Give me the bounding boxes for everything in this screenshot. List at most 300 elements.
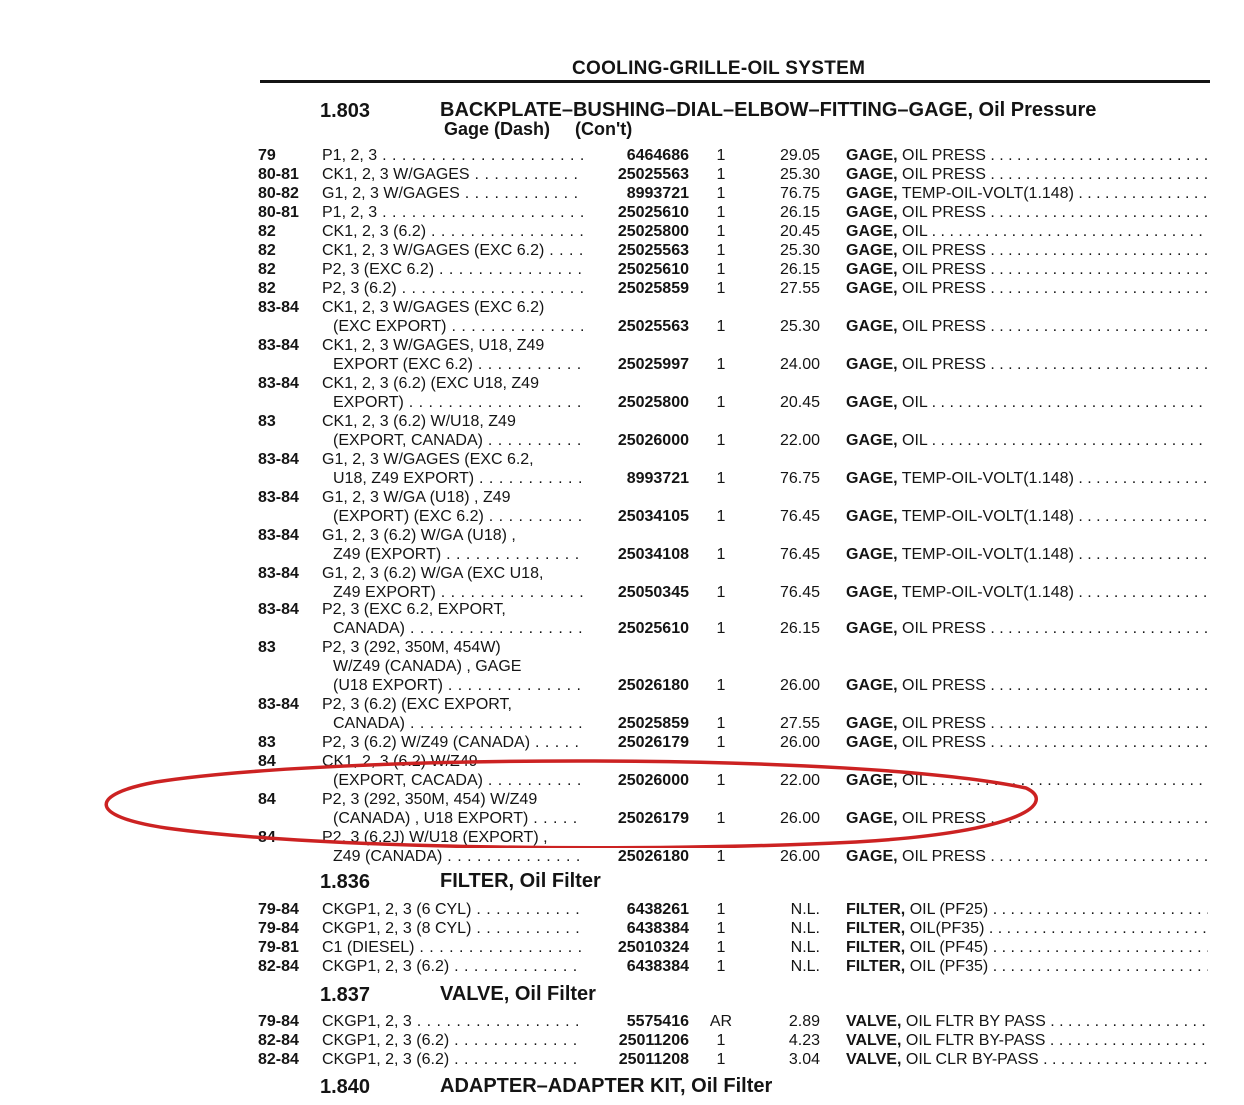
part-name-category: GAGE, — [846, 223, 898, 240]
part-number: 25025610 — [617, 204, 689, 221]
quantity: 1 — [716, 185, 726, 202]
part-number: 25025563 — [617, 166, 689, 183]
model-year: 83-84 — [258, 489, 299, 506]
price: 76.75 — [779, 470, 820, 487]
quantity: 1 — [716, 147, 726, 164]
part-name-text: OIL PRESS — [902, 356, 986, 373]
item-description — [322, 733, 584, 752]
leader-dots — [483, 432, 584, 449]
item-description-text: CKGP1, 2, 3 (6 CYL) — [322, 901, 472, 918]
quantity: 1 — [716, 584, 726, 601]
part-number: 25025997 — [617, 356, 689, 373]
model-year: 82 — [258, 261, 276, 278]
leader-dots — [449, 1032, 584, 1049]
model-year: 80-81 — [258, 204, 299, 221]
leader-dots — [449, 958, 584, 975]
leader-dots — [1074, 546, 1208, 563]
list-item — [0, 657, 1244, 676]
price: 27.55 — [779, 715, 820, 732]
item-description — [333, 676, 584, 695]
leader-dots — [986, 677, 1208, 694]
leader-dots — [544, 242, 584, 259]
leader-dots — [441, 546, 584, 563]
price: 25.30 — [779, 166, 820, 183]
part-name — [846, 900, 1208, 919]
part-name-text: OIL(PF35) — [909, 920, 985, 937]
part-name — [846, 260, 1208, 279]
list-item — [0, 600, 1244, 619]
leader-dots — [414, 939, 584, 956]
model-year: 82 — [258, 223, 276, 240]
item-description — [322, 526, 516, 545]
part-name — [846, 165, 1208, 184]
quantity: 1 — [716, 394, 726, 411]
leader-dots — [530, 734, 584, 751]
quantity: 1 — [716, 166, 726, 183]
list-item — [0, 203, 1244, 222]
part-name — [846, 619, 1208, 638]
quantity: 1 — [716, 901, 726, 918]
item-description-text: (CANADA) , U18 EXPORT) — [333, 810, 529, 827]
item-description-text: P2, 3 (292, 350M, 454W) — [322, 639, 501, 656]
model-year: 82-84 — [258, 1051, 299, 1068]
part-number: 25026000 — [617, 772, 689, 789]
model-year: 79-81 — [258, 939, 299, 956]
part-name — [846, 733, 1208, 752]
part-number: 25026180 — [617, 848, 689, 865]
part-name — [846, 938, 1208, 957]
part-name-category: GAGE, — [846, 848, 898, 865]
item-description — [322, 184, 584, 203]
model-year: 80-82 — [258, 185, 299, 202]
leader-dots — [988, 901, 1208, 918]
model-year: 83-84 — [258, 527, 299, 544]
list-item — [0, 393, 1244, 412]
leader-dots — [988, 958, 1208, 975]
leader-dots — [460, 185, 584, 202]
list-item — [0, 241, 1244, 260]
item-description — [333, 469, 584, 488]
part-number: 25050345 — [617, 584, 689, 601]
quantity: 1 — [716, 432, 726, 449]
part-name-category: GAGE, — [846, 677, 898, 694]
price: 26.15 — [779, 261, 820, 278]
leader-dots — [443, 677, 584, 694]
item-description — [322, 1012, 584, 1031]
quantity: 1 — [716, 810, 726, 827]
price: 29.05 — [779, 147, 820, 164]
part-name — [846, 545, 1208, 564]
leader-dots — [927, 432, 1208, 449]
item-description — [333, 431, 584, 450]
section-number: 1.803 — [320, 100, 371, 122]
leader-dots — [484, 508, 584, 525]
part-name — [846, 1012, 1208, 1031]
part-name-text: OIL FLTR BY-PASS — [905, 1032, 1046, 1049]
price: N.L. — [790, 901, 820, 918]
item-description — [333, 545, 584, 564]
quantity: 1 — [716, 242, 726, 259]
item-description — [333, 393, 584, 412]
item-description-text: P2, 3 (EXC 6.2, EXPORT, — [322, 601, 506, 618]
price: 26.00 — [779, 848, 820, 865]
item-description-text: U18, Z49 EXPORT) — [333, 470, 475, 487]
list-item — [0, 564, 1244, 583]
list-item — [0, 450, 1244, 469]
list-item — [0, 165, 1244, 184]
list-item — [0, 355, 1244, 374]
part-number: 25011206 — [618, 1032, 689, 1049]
item-description-text: P2, 3 (292, 350M, 454) W/Z49 — [322, 791, 538, 808]
part-name-category: GAGE, — [846, 147, 898, 164]
quantity: 1 — [716, 356, 726, 373]
part-name — [846, 317, 1208, 336]
leader-dots — [986, 356, 1208, 373]
part-number: 8993721 — [626, 185, 689, 202]
part-name-category: GAGE, — [846, 620, 898, 637]
part-name — [846, 847, 1208, 866]
part-name-text: OIL — [902, 223, 928, 240]
part-name-text: TEMP-OIL-VOLT(1.148) — [901, 470, 1074, 487]
part-name-category: GAGE, — [846, 318, 898, 335]
leader-dots — [405, 715, 584, 732]
quantity: 1 — [716, 470, 726, 487]
part-name-category: GAGE, — [846, 470, 898, 487]
item-description — [333, 507, 584, 526]
model-year: 82-84 — [258, 1032, 299, 1049]
section-number: 1.840 — [320, 1076, 371, 1098]
leader-dots — [986, 848, 1208, 865]
model-year: 83 — [258, 734, 276, 751]
part-number: 25025800 — [617, 223, 689, 240]
leader-dots — [986, 242, 1208, 259]
item-description-text: CK1, 2, 3 (6.2) W/Z49 — [322, 753, 478, 770]
leader-dots — [927, 223, 1208, 240]
item-description-text: G1, 2, 3 W/GAGES — [322, 185, 460, 202]
part-name — [846, 222, 1208, 241]
price: 22.00 — [779, 772, 820, 789]
item-description — [322, 279, 584, 298]
leader-dots — [436, 584, 584, 601]
item-description-text: EXPORT (EXC 6.2) — [333, 356, 473, 373]
item-description-text: CK1, 2, 3 W/GAGES, U18, Z49 — [322, 337, 545, 354]
item-description-text: G1, 2, 3 W/GA (U18) , Z49 — [322, 489, 511, 506]
part-number: 25026000 — [617, 432, 689, 449]
part-name-category: GAGE, — [846, 715, 898, 732]
part-name — [846, 431, 1208, 450]
part-name — [846, 919, 1208, 938]
part-name-text: OIL PRESS — [902, 677, 986, 694]
list-item — [0, 184, 1244, 203]
item-description-text: (EXPORT) (EXC 6.2) — [333, 508, 484, 525]
item-description — [333, 657, 521, 676]
part-number: 25025563 — [617, 318, 689, 335]
leader-dots — [377, 204, 584, 221]
model-year: 80-81 — [258, 166, 299, 183]
quantity: 1 — [716, 958, 726, 975]
part-number: 25025800 — [617, 394, 689, 411]
item-description-text: Z49 (EXPORT) — [333, 546, 442, 563]
price: 76.45 — [779, 584, 820, 601]
list-item — [0, 695, 1244, 714]
part-name — [846, 355, 1208, 374]
list-item — [0, 1050, 1244, 1069]
page-header: COOLING-GRILLE-OIL SYSTEM — [572, 58, 866, 79]
price: 24.00 — [779, 356, 820, 373]
item-description-text: EXPORT) — [333, 394, 404, 411]
model-year: 83-84 — [258, 451, 299, 468]
item-description — [322, 450, 534, 469]
price: 76.45 — [779, 546, 820, 563]
model-year: 79-84 — [258, 1013, 299, 1030]
leader-dots — [1074, 584, 1208, 601]
part-name-category: GAGE, — [846, 508, 898, 525]
section-number: 1.837 — [320, 984, 371, 1006]
item-description-text: P2, 3 (6.2) (EXC EXPORT, — [322, 696, 512, 713]
part-name-category: GAGE, — [846, 356, 898, 373]
part-name-category: GAGE, — [846, 810, 898, 827]
part-name — [846, 393, 1208, 412]
part-name-category: GAGE, — [846, 204, 898, 221]
part-name-text: OIL CLR BY-PASS — [905, 1051, 1039, 1068]
list-item — [0, 900, 1244, 919]
part-name — [846, 469, 1208, 488]
part-name — [846, 279, 1208, 298]
part-name-text: OIL (PF45) — [909, 939, 989, 956]
model-year: 83-84 — [258, 696, 299, 713]
price: 2.89 — [788, 1013, 820, 1030]
leader-dots — [986, 261, 1208, 278]
part-number: 6464686 — [626, 147, 689, 164]
list-item — [0, 469, 1244, 488]
list-item — [0, 545, 1244, 564]
item-description-text: CKGP1, 2, 3 (8 CYL) — [322, 920, 472, 937]
quantity: 1 — [716, 848, 726, 865]
price: 25.30 — [779, 318, 820, 335]
leader-dots — [426, 223, 584, 240]
item-description — [322, 336, 544, 355]
price: 20.45 — [779, 394, 820, 411]
part-name-category: GAGE, — [846, 394, 898, 411]
part-name-category: VALVE, — [846, 1051, 902, 1068]
leader-dots — [434, 261, 584, 278]
item-description — [322, 241, 584, 260]
section-number: 1.836 — [320, 871, 371, 893]
item-description-text: P2, 3 (6.2) — [322, 280, 397, 297]
price: 26.00 — [779, 810, 820, 827]
quantity: 1 — [716, 261, 726, 278]
part-name-text: OIL PRESS — [902, 166, 986, 183]
quantity: 1 — [716, 939, 726, 956]
price: 76.45 — [779, 508, 820, 525]
part-name-category: GAGE, — [846, 772, 898, 789]
part-name-category: GAGE, — [846, 432, 898, 449]
part-name-text: OIL PRESS — [902, 280, 986, 297]
item-description-text: (EXPORT, CANADA) — [333, 432, 483, 449]
item-description — [322, 564, 543, 583]
list-item — [0, 146, 1244, 165]
model-year: 82 — [258, 280, 276, 297]
leader-dots — [377, 147, 584, 164]
leader-dots — [988, 939, 1208, 956]
list-item — [0, 431, 1244, 450]
item-description — [322, 298, 544, 317]
price: 26.00 — [779, 734, 820, 751]
item-description-text: (U18 EXPORT) — [333, 677, 443, 694]
item-description-text: CANADA) — [333, 620, 406, 637]
part-name-category: GAGE, — [846, 185, 898, 202]
section-subtitle: Gage (Dash) (Con't) — [444, 119, 633, 139]
leader-dots — [1074, 185, 1208, 202]
leader-dots — [984, 920, 1208, 937]
part-name — [846, 676, 1208, 695]
part-name-text: TEMP-OIL-VOLT(1.148) — [901, 546, 1074, 563]
part-number: 6438384 — [626, 958, 689, 975]
part-name-category: VALVE, — [846, 1013, 902, 1030]
list-item — [0, 260, 1244, 279]
list-item — [0, 1012, 1244, 1031]
model-year: 82-84 — [258, 958, 299, 975]
part-name-category: FILTER, — [846, 958, 906, 975]
model-year: 83-84 — [258, 337, 299, 354]
list-item — [0, 847, 1244, 866]
quantity: 1 — [716, 1032, 726, 1049]
item-description-text: CK1, 2, 3 W/GAGES (EXC 6.2) — [322, 242, 545, 259]
part-name-category: GAGE, — [846, 734, 898, 751]
quantity: 1 — [716, 715, 726, 732]
list-item — [0, 619, 1244, 638]
list-item — [0, 919, 1244, 938]
item-description-text: CKGP1, 2, 3 (6.2) — [322, 1032, 450, 1049]
price: 20.45 — [779, 223, 820, 240]
list-item — [0, 676, 1244, 695]
item-description — [322, 203, 584, 222]
item-description-text: G1, 2, 3 (6.2) W/GA (EXC U18, — [322, 565, 544, 582]
leader-dots — [986, 734, 1208, 751]
leader-dots — [447, 318, 585, 335]
item-description — [333, 355, 584, 374]
price: 27.55 — [779, 280, 820, 297]
item-description — [322, 600, 506, 619]
item-description — [333, 714, 584, 733]
leader-dots — [986, 147, 1208, 164]
item-description — [322, 412, 516, 431]
item-description — [322, 488, 511, 507]
item-description-text: Z49 EXPORT) — [333, 584, 436, 601]
item-description — [322, 260, 584, 279]
leader-dots — [397, 280, 584, 297]
leader-dots — [1039, 1051, 1208, 1068]
quantity: 1 — [716, 620, 726, 637]
part-name-category: GAGE, — [846, 166, 898, 183]
leader-dots — [474, 470, 584, 487]
quantity: 1 — [716, 920, 726, 937]
item-description — [333, 619, 584, 638]
leader-dots — [471, 920, 584, 937]
item-description — [322, 222, 584, 241]
model-year: 83-84 — [258, 565, 299, 582]
leader-dots — [1045, 1032, 1208, 1049]
part-name-text: OIL PRESS — [902, 810, 986, 827]
model-year: 83-84 — [258, 375, 299, 392]
price: 22.00 — [779, 432, 820, 449]
list-item — [0, 1031, 1244, 1050]
leader-dots — [927, 394, 1208, 411]
part-number: 25026179 — [617, 810, 689, 827]
part-name — [846, 1050, 1208, 1069]
part-name-text: TEMP-OIL-VOLT(1.148) — [901, 508, 1074, 525]
list-item — [0, 298, 1244, 317]
part-name-text: OIL (PF25) — [909, 901, 989, 918]
item-description — [322, 165, 584, 184]
price: 25.30 — [779, 242, 820, 259]
part-name — [846, 1031, 1208, 1050]
leader-dots — [1046, 1013, 1208, 1030]
leader-dots — [986, 166, 1208, 183]
part-name-text: OIL PRESS — [902, 620, 986, 637]
item-description-text: CANADA) — [333, 715, 406, 732]
model-year: 83 — [258, 639, 276, 656]
item-description-text: P2, 3 (EXC 6.2) — [322, 261, 435, 278]
item-description-text: CK1, 2, 3 (6.2) (EXC U18, Z49 — [322, 375, 539, 392]
item-description-text: P2, 3 (6.2) W/Z49 (CANADA) — [322, 734, 531, 751]
item-description — [333, 847, 584, 866]
leader-dots — [1074, 508, 1208, 525]
item-description-text: CK1, 2, 3 (6.2) W/U18, Z49 — [322, 413, 516, 430]
part-name-text: OIL — [902, 394, 928, 411]
leader-dots — [1074, 470, 1208, 487]
quantity: 1 — [716, 204, 726, 221]
leader-dots — [449, 1051, 584, 1068]
leader-dots — [471, 901, 584, 918]
model-year: 84 — [258, 791, 276, 808]
quantity: 1 — [716, 223, 726, 240]
leader-dots — [412, 1013, 584, 1030]
price: 4.23 — [788, 1032, 820, 1049]
quantity: 1 — [716, 318, 726, 335]
part-name-text: OIL PRESS — [902, 318, 986, 335]
part-name-text: OIL FLTR BY PASS — [905, 1013, 1046, 1030]
part-number: 25034105 — [617, 508, 689, 525]
section-title: ADAPTER–ADAPTER KIT, Oil Filter — [440, 1075, 773, 1097]
part-name-text: TEMP-OIL-VOLT(1.148) — [901, 584, 1074, 601]
part-number: 25010324 — [617, 939, 689, 956]
part-name-text: OIL PRESS — [902, 734, 986, 751]
part-name — [846, 507, 1208, 526]
item-description — [322, 957, 584, 976]
item-description — [322, 938, 584, 957]
price: 26.15 — [779, 620, 820, 637]
model-year: 84 — [258, 753, 276, 770]
part-number: 25026180 — [617, 677, 689, 694]
list-item — [0, 222, 1244, 241]
item-description-text: CK1, 2, 3 W/GAGES (EXC 6.2) — [322, 299, 545, 316]
part-name-category: GAGE, — [846, 280, 898, 297]
part-number: 25025859 — [617, 280, 689, 297]
item-description — [322, 695, 512, 714]
item-description — [322, 146, 584, 165]
item-description — [322, 638, 501, 657]
leader-dots — [986, 280, 1208, 297]
item-description — [322, 900, 584, 919]
list-item — [0, 507, 1244, 526]
model-year: 83-84 — [258, 601, 299, 618]
item-description-text: W/Z49 (CANADA) , GAGE — [333, 658, 522, 675]
item-description-text: CK1, 2, 3 (6.2) — [322, 223, 427, 240]
quantity: 1 — [716, 546, 726, 563]
quantity: 1 — [716, 280, 726, 297]
price: N.L. — [790, 958, 820, 975]
